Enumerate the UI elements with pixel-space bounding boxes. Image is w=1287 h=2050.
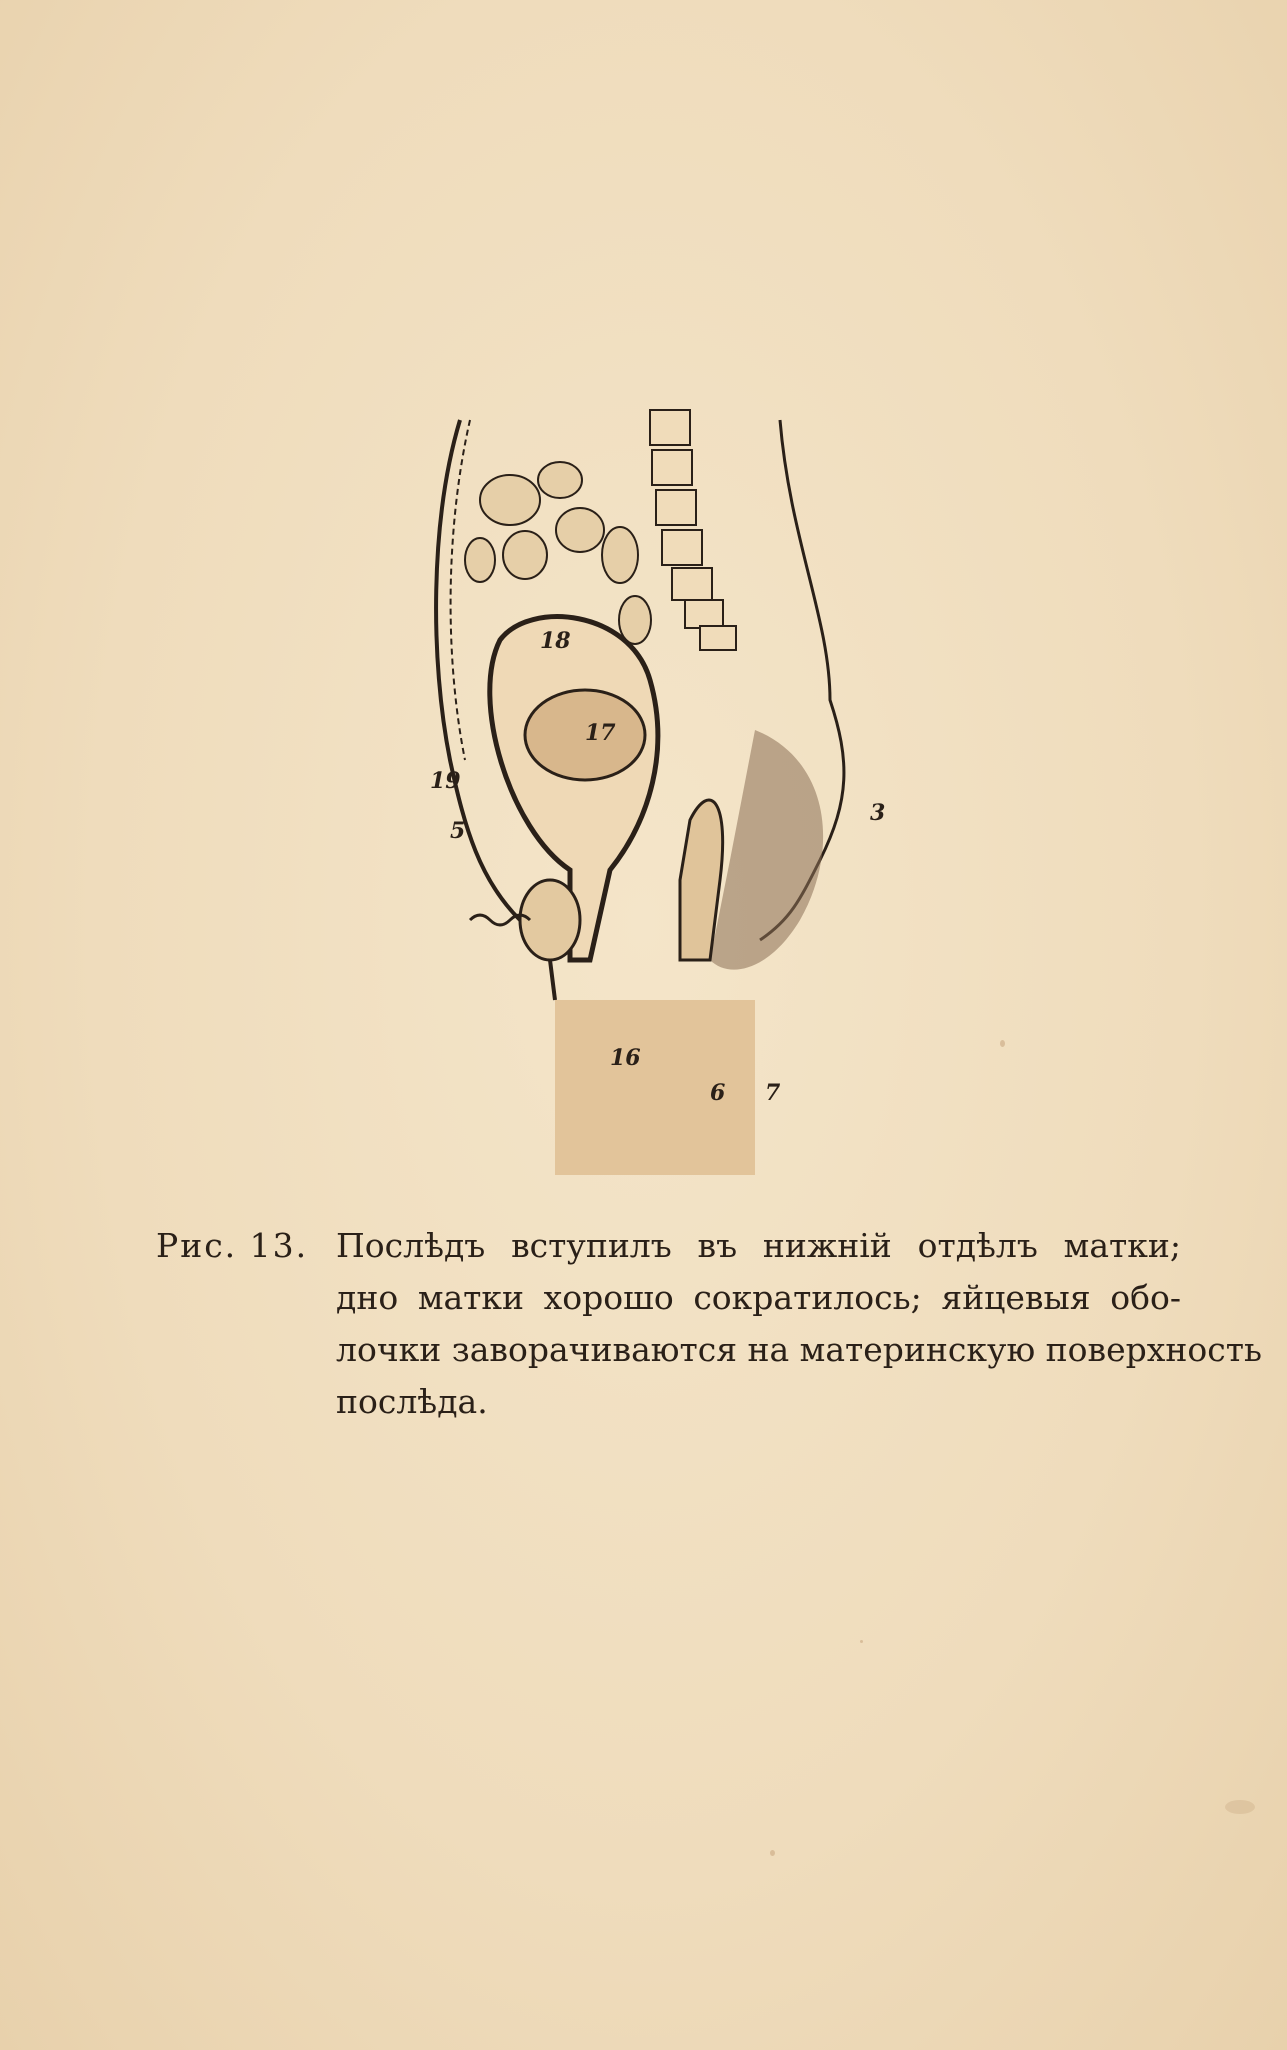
label-17: 17 <box>585 720 616 746</box>
caption-text <box>336 1220 1262 1428</box>
label-5: 5 <box>450 818 466 844</box>
paper-speck <box>860 1640 863 1643</box>
spine <box>650 410 736 650</box>
anatomical-illustration <box>410 400 910 1180</box>
label-7: 7 <box>765 1080 781 1106</box>
label-19: 19 <box>430 768 461 794</box>
paper-speck <box>1000 1040 1005 1047</box>
paper-stain <box>1225 1800 1255 1814</box>
caption-line-3: лочки заворачиваются на материнскую поверхность <box>336 1330 1262 1369</box>
caption-prefix: Рис. 13. <box>156 1226 309 1265</box>
pelvis-cross-section-drawing <box>410 400 910 1180</box>
label-6: 6 <box>710 1080 726 1106</box>
label-18: 18 <box>540 628 571 654</box>
caption-line-1: Послѣдъ вступилъ въ нижнiй отдѣлъ матки; <box>336 1226 1181 1265</box>
label-16: 16 <box>610 1045 641 1071</box>
caption-line-2: дно матки хорошо сократилось; яйцевыя обо- <box>336 1278 1181 1317</box>
paper-speck <box>770 1850 775 1856</box>
buttock <box>710 730 823 970</box>
label-3: 3 <box>870 800 886 826</box>
caption-line-4: послѣда. <box>336 1382 488 1421</box>
